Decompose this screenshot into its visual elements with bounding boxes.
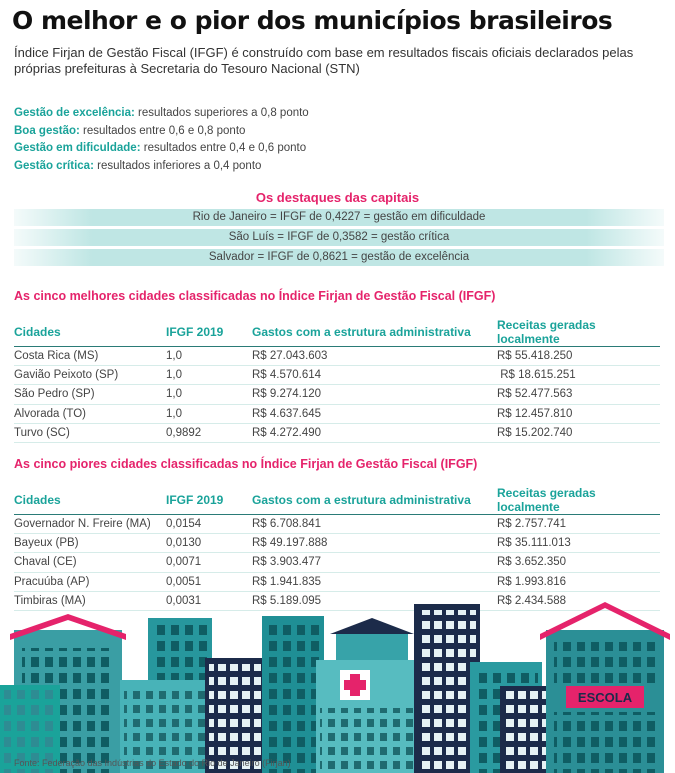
cell-revenue: R$ 12.457.810 — [497, 404, 660, 423]
cell-ifgf: 0,9892 — [166, 423, 252, 442]
cell-ifgf: 0,0130 — [166, 534, 252, 553]
cell-city: São Pedro (SP) — [14, 385, 166, 404]
cell-city: Turvo (SC) — [14, 423, 166, 442]
cell-city: Timbiras (MA) — [14, 591, 166, 610]
cell-city: Alvorada (TO) — [14, 404, 166, 423]
table-header-row — [14, 318, 660, 347]
capitals-title: Os destaques das capitais — [255, 190, 420, 205]
best-cities-title: As cinco melhores cidades classificadas no Índice Firjan de Gestão Fiscal (IFGF) — [14, 289, 496, 303]
cell-city: Bayeux (PB) — [14, 534, 166, 553]
table-row — [14, 572, 660, 591]
legend-text: resultados inferiores a 0,4 ponto — [97, 159, 262, 172]
hospital-building — [316, 618, 426, 773]
cell-revenue: R$ 15.202.740 — [497, 423, 660, 442]
subtitle: Índice Firjan de Gestão Fiscal (IFGF) é construído com base em resultados fiscais oficiais declarados pelas próprias prefeituras à Secretaria do Tesouro Nacional (STN) — [14, 45, 634, 76]
cell-revenue: R$ 52.477.563 — [497, 385, 660, 404]
legend-item — [14, 140, 309, 158]
table-row — [14, 404, 660, 423]
cell-expenses: R$ 4.272.490 — [252, 423, 497, 442]
cell-ifgf: 0,0071 — [166, 553, 252, 572]
cell-city: Costa Rica (MS) — [14, 347, 166, 366]
table-row — [14, 347, 660, 366]
legend-text: resultados entre 0,6 e 0,8 ponto — [83, 124, 246, 137]
cell-ifgf: 0,0154 — [166, 515, 252, 534]
cell-expenses: R$ 1.941.835 — [252, 572, 497, 591]
legend-label: Gestão crítica: — [14, 159, 94, 172]
cell-expenses: R$ 3.903.477 — [252, 553, 497, 572]
cell-ifgf: 1,0 — [166, 404, 252, 423]
legend — [14, 105, 309, 175]
cell-city: Gavião Peixoto (SP) — [14, 366, 166, 385]
page-title: O melhor e o pior dos municípios brasileiros — [12, 6, 613, 35]
col-header-ifgf: IFGF 2019 — [166, 486, 252, 515]
school-building — [540, 602, 670, 773]
col-header-cities: Cidades — [14, 486, 166, 515]
worst-cities-title: As cinco piores cidades classificadas no Índice Firjan de Gestão Fiscal (IFGF) — [14, 457, 478, 471]
col-header-expenses: Gastos com a estrutura administrativa — [252, 486, 497, 515]
cell-ifgf: 0,0031 — [166, 591, 252, 610]
cell-ifgf: 1,0 — [166, 366, 252, 385]
cell-ifgf: 1,0 — [166, 347, 252, 366]
legend-label: Gestão em dificuldade: — [14, 142, 141, 154]
col-header-revenue: Receitas geradas localmente — [497, 486, 660, 515]
cell-revenue: R$ 18.615.251 — [497, 366, 660, 385]
col-header-cities: Cidades — [14, 318, 166, 347]
legend-text: resultados entre 0,4 e 0,6 ponto — [143, 142, 307, 154]
cell-expenses: R$ 4.637.645 — [252, 404, 497, 423]
table-row — [14, 385, 660, 404]
cell-revenue: R$ 2.434.588 — [497, 591, 660, 610]
cell-expenses: R$ 5.189.095 — [252, 591, 497, 610]
cell-expenses: R$ 4.570.614 — [252, 366, 497, 385]
cell-ifgf: 1,0 — [166, 385, 252, 404]
capital-row: Salvador = IFGF de 0,8621 = gestão de excelência — [14, 249, 664, 266]
cell-revenue: R$ 2.757.741 — [497, 515, 660, 534]
cell-city: Governador N. Freire (MA) — [14, 515, 166, 534]
cell-expenses: R$ 27.043.603 — [252, 347, 497, 366]
cell-city: Pracuúba (AP) — [14, 572, 166, 591]
table-row — [14, 534, 660, 553]
capital-row: São Luís = IFGF de 0,3582 = gestão crítica — [14, 229, 664, 246]
table-row — [14, 515, 660, 534]
table-header-row — [14, 486, 660, 515]
table-row — [14, 423, 660, 442]
col-header-expenses: Gastos com a estrutura administrativa — [252, 318, 497, 347]
cell-expenses: R$ 6.708.841 — [252, 515, 497, 534]
legend-item — [14, 105, 309, 123]
cell-revenue: R$ 1.993.816 — [497, 572, 660, 591]
city-illustration — [0, 590, 675, 773]
table-row — [14, 553, 660, 572]
legend-item — [14, 158, 309, 176]
col-header-ifgf: IFGF 2019 — [166, 318, 252, 347]
source-note: Fonte: Federação das Indústrias do Estado do Rio de Janeiro (Firjan) — [14, 758, 291, 768]
cell-expenses: R$ 49.197.888 — [252, 534, 497, 553]
legend-item — [14, 123, 309, 141]
cell-city: Chaval (CE) — [14, 553, 166, 572]
legend-label: Gestão de excelência: — [14, 107, 135, 119]
cell-revenue: R$ 35.111.013 — [497, 534, 660, 553]
building — [262, 616, 324, 773]
cell-revenue: R$ 3.652.350 — [497, 553, 660, 572]
cell-ifgf: 0,0051 — [166, 572, 252, 591]
legend-label: Boa gestão: — [14, 124, 80, 137]
cell-expenses: R$ 9.274.120 — [252, 385, 497, 404]
cell-revenue: R$ 55.418.250 — [497, 347, 660, 366]
col-header-revenue: Receitas geradas localmente — [497, 318, 660, 347]
legend-text: resultados superiores a 0,8 ponto — [138, 107, 309, 119]
school-sign-text: ESCOLA — [577, 690, 633, 705]
capital-row: Rio de Janeiro = IFGF de 0,4227 = gestão em dificuldade — [14, 209, 664, 226]
best-cities-table — [14, 318, 660, 443]
table-row — [14, 366, 660, 385]
